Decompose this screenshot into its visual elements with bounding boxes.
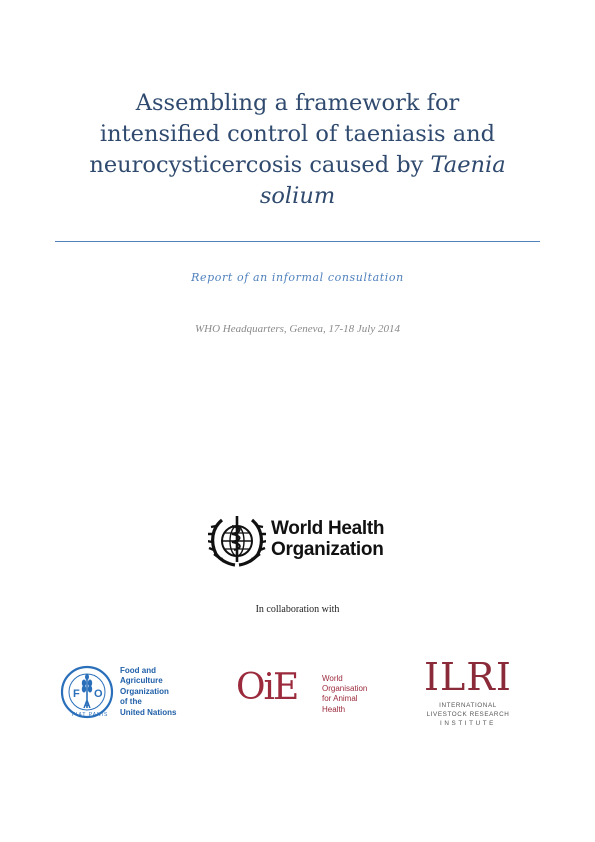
- fao-wordmark-line-1: Food and: [120, 666, 156, 675]
- ilri-wordmark-line-1: INTERNATIONAL: [439, 702, 497, 709]
- fao-motto: FIAT PANIS: [72, 712, 109, 718]
- title-line-4: [60, 181, 535, 212]
- fao-wordmark-line-2: Agriculture: [120, 676, 163, 686]
- title-line-3-text: neurocysticercosis caused by: [89, 152, 431, 178]
- fao-emblem-icon: [60, 664, 114, 720]
- oie-wordmark-line-4: Health: [322, 704, 346, 714]
- fao-wordmark-line-5: United Nations: [120, 707, 177, 717]
- who-logo: [208, 512, 398, 568]
- fao-logo: [60, 664, 190, 724]
- fao-letter-f: F: [73, 688, 80, 700]
- who-wordmark: [271, 518, 384, 560]
- title-line-1: Assembling a framework for: [135, 90, 460, 116]
- fao-letter-o: O: [94, 688, 103, 700]
- title-species-name: solium: [259, 183, 336, 209]
- oie-mark: OiE: [236, 667, 298, 708]
- fao-wordmark-line-3: Organization: [120, 686, 169, 696]
- oie-wordmark-line-1: World: [322, 674, 343, 683]
- ilri-mark: ILRI: [424, 655, 512, 699]
- who-emblem-icon: [208, 512, 266, 568]
- collaboration-label: In collaboration with: [255, 604, 340, 615]
- who-wordmark-line-2: Organization: [271, 539, 384, 560]
- document-title: [60, 88, 535, 212]
- ilri-wordmark-line-3: INSTITUTE: [440, 719, 496, 727]
- ilri-logo: [418, 656, 518, 736]
- ilri-wordmark: [418, 702, 518, 728]
- report-subtitle: Report of an informal consultation: [191, 271, 404, 284]
- title-species-genus: Taenia: [430, 152, 506, 178]
- oie-logo: [236, 668, 376, 728]
- who-wordmark-line-1: World Health: [271, 518, 385, 539]
- oie-wordmark-line-2: Organisation: [322, 684, 368, 694]
- oie-wordmark-line-3: for Animal: [322, 694, 358, 704]
- title-line-2: intensified control of taeniasis and: [99, 121, 496, 147]
- fao-letter-a: A: [83, 699, 91, 711]
- ilri-wordmark-line-2: LIVESTOCK RESEARCH: [426, 710, 510, 718]
- fao-wordmark: [120, 666, 176, 718]
- fao-wordmark-line-4: of the: [120, 697, 142, 707]
- meeting-venue-date: WHO Headquarters, Geneva, 17-18 July 2014: [195, 323, 400, 335]
- title-divider: [55, 241, 540, 242]
- title-line-3: [60, 150, 535, 181]
- oie-wordmark: [322, 674, 367, 715]
